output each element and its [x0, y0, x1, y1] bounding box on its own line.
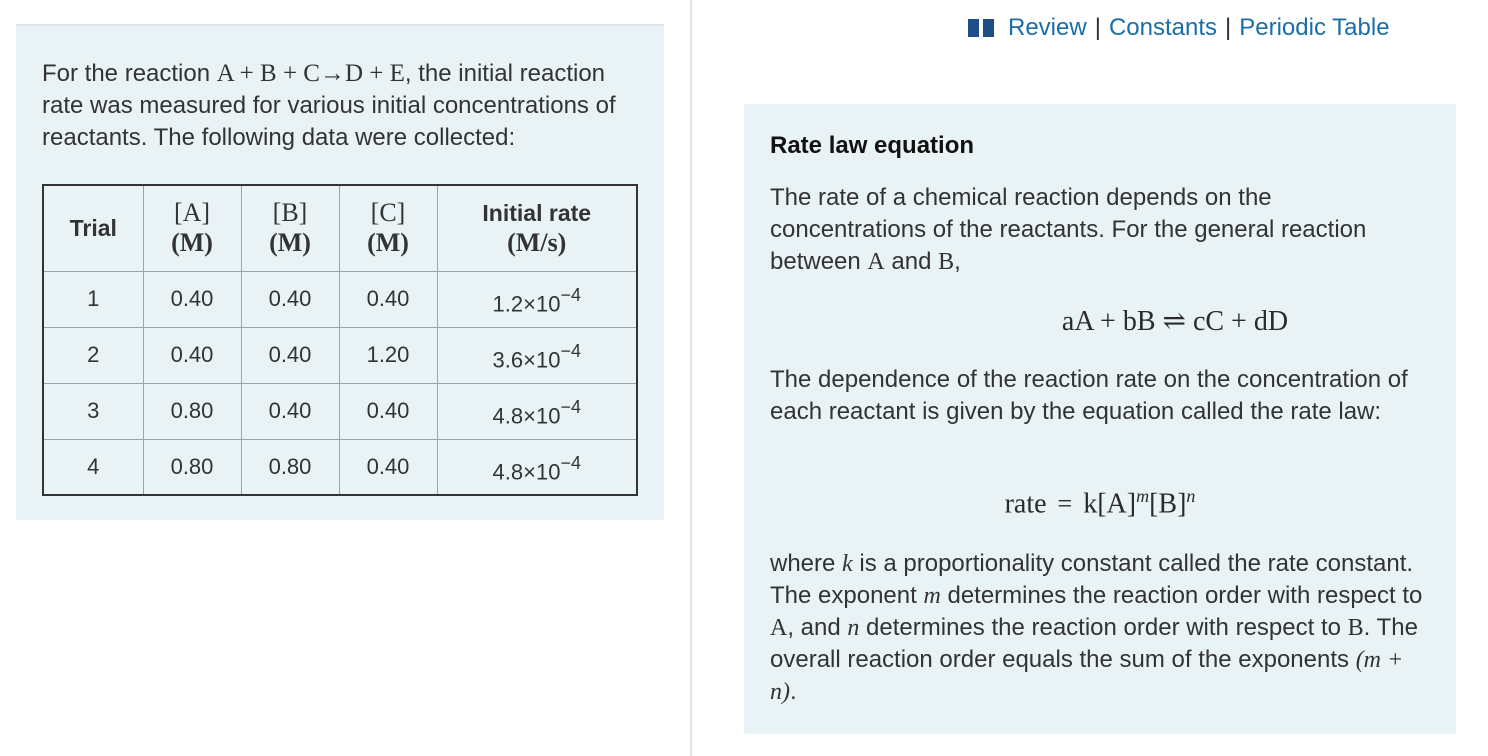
cell-rate: $4.8\times 10^{-4}$	[437, 383, 637, 439]
problem-intro	[42, 58, 642, 154]
panel-divider	[690, 0, 692, 756]
header-c: [C] (M)	[339, 185, 437, 271]
header-initial-rate: Initial rate (M/s)	[437, 185, 637, 271]
constants-link[interactable]: Constants	[1108, 14, 1217, 41]
header-b: [B] (M)	[241, 185, 339, 271]
cell-rate: $3.6\times 10^{-4}$	[437, 327, 637, 383]
intro-text-rest: , the initial reaction rate was measured for various initial concentrations of reactants. The following data were collected:	[42, 60, 616, 151]
cell-b: 0.40	[241, 271, 339, 327]
table-row	[43, 271, 637, 327]
cell-trial: 1	[43, 271, 143, 327]
table-row	[43, 439, 637, 495]
cell-a: 0.80	[143, 439, 241, 495]
cell-b: 0.80	[241, 439, 339, 495]
hint-paragraph-2: The dependence of the reaction rate on the concentration of each reactant is given by the equation called the rate law:	[770, 366, 1408, 425]
table-row	[43, 327, 637, 383]
hint-title: Rate law equation	[770, 132, 975, 159]
cell-trial: 3	[43, 383, 143, 439]
cell-trial: 2	[43, 327, 143, 383]
cell-c: 0.40	[339, 383, 437, 439]
table-row	[43, 383, 637, 439]
resource-links	[968, 12, 1390, 44]
general-reaction-equation: aA + bB ⇌ cC + dD	[1061, 306, 1289, 337]
periodic-table-link[interactable]: Periodic Table	[1239, 14, 1390, 41]
cell-c: 1.20	[339, 327, 437, 383]
link-separator: |	[1225, 14, 1232, 41]
cell-c: 0.40	[339, 271, 437, 327]
cell-a: 0.40	[143, 327, 241, 383]
review-link[interactable]: Review	[1008, 14, 1087, 41]
reaction-equation: A + B + C→D + E	[216, 60, 405, 87]
header-trial: Trial	[43, 185, 143, 271]
intro-text: For the reaction	[42, 60, 217, 87]
header-a: [A] (M)	[143, 185, 241, 271]
cell-a: 0.80	[143, 383, 241, 439]
cell-c: 0.40	[339, 439, 437, 495]
hint-panel	[744, 104, 1456, 734]
hint-paragraph-3: where k is a proportionality constant called the rate constant. The exponent m determines the reaction order with respect to A, and n determines the reaction order with respect to B. The overall reaction order equals the sum of the exponents (m + n).	[770, 550, 1423, 705]
hint-paragraph-1: The rate of a chemical reaction depends on the concentrations of the reactants. For the general reaction between A and B,	[770, 184, 1367, 275]
book-icon	[968, 19, 994, 37]
cell-a: 0.40	[143, 271, 241, 327]
data-table	[42, 184, 638, 496]
link-separator: |	[1094, 14, 1101, 41]
cell-b: 0.40	[241, 383, 339, 439]
cell-b: 0.40	[241, 327, 339, 383]
cell-trial: 4	[43, 439, 143, 495]
table-header-row	[43, 185, 637, 271]
cell-rate: $1.2\times 10^{-4}$	[437, 271, 637, 327]
cell-rate: $4.8\times 10^{-4}$	[437, 439, 637, 495]
rate-law-equation: rate = $k[A]^m[B]^n$	[1004, 486, 1196, 520]
problem-panel	[16, 24, 664, 520]
